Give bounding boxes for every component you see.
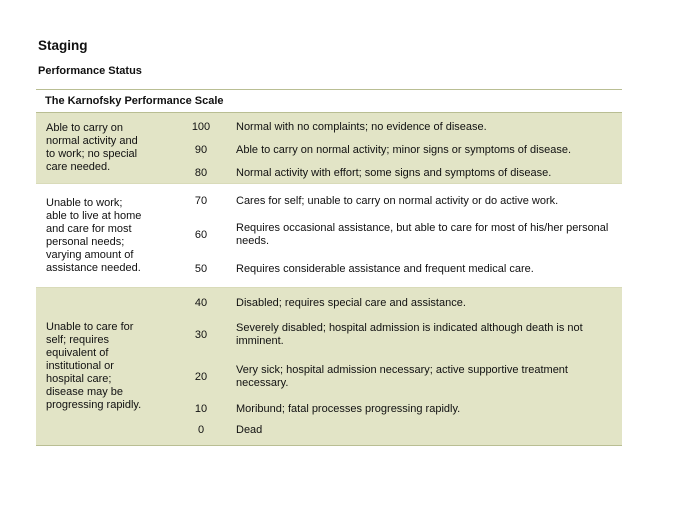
group-rows	[176, 288, 622, 445]
criteria-cell: Able to carry on normal activity; minor signs or symptoms of disease.	[236, 143, 572, 156]
score-cell: 70	[194, 195, 208, 207]
score-cell: 50	[194, 263, 208, 275]
table-row	[176, 292, 622, 314]
score-cell: 30	[194, 329, 208, 341]
group-description: Able to carry on normal activity and to work; no special care needed.	[46, 122, 138, 173]
table-group-assisted	[36, 183, 622, 287]
table-row	[176, 188, 622, 214]
karnofsky-table	[36, 89, 622, 446]
criteria-cell: Dead	[236, 423, 263, 436]
table-row	[176, 356, 622, 398]
table-row	[176, 163, 622, 183]
criteria-cell: Severely disabled; hospital admission is indicated although death is not imminent.	[236, 322, 583, 347]
group-rows	[176, 113, 622, 183]
criteria-cell: Requires occasional assistance, but able to care for most of his/her personal needs.	[236, 222, 609, 247]
table-title: The Karnofsky Performance Scale	[36, 90, 622, 113]
table-row	[176, 314, 622, 356]
criteria-cell: Normal with no complaints; no evidence of disease.	[236, 120, 487, 133]
criteria-cell: Requires considerable assistance and frequent medical care.	[236, 262, 534, 275]
score-cell: 80	[194, 167, 208, 179]
score-cell: 90	[194, 144, 208, 156]
group-description: Unable to work; able to live at home and care for most personal needs; varying amount of assistance needed.	[46, 196, 142, 274]
table-row	[176, 420, 622, 440]
criteria-cell: Normal activity with effort; some signs and symptoms of disease.	[236, 166, 552, 179]
score-cell: 40	[194, 297, 208, 309]
score-cell: 20	[194, 371, 208, 383]
score-cell: 100	[191, 121, 211, 133]
table-row	[176, 256, 622, 282]
criteria-cell: Cares for self; unable to carry on normal activity or do active work.	[236, 194, 559, 207]
criteria-cell: Very sick; hospital admission necessary; active supportive treatment necessary.	[236, 364, 568, 389]
criteria-cell: Moribund; fatal processes progressing rapidly.	[236, 402, 461, 415]
table-row	[176, 398, 622, 420]
page-title: Staging	[38, 38, 88, 53]
score-cell: 0	[197, 424, 205, 436]
table-group-dependent	[36, 287, 622, 445]
table-row	[176, 214, 622, 256]
section-title: Performance Status	[38, 65, 142, 77]
table-row	[176, 117, 622, 137]
table-row	[176, 137, 622, 163]
group-description: Unable to care for self; requires equivalent of institutional or hospital care; disease may be progressing rapidly.	[46, 321, 142, 411]
criteria-cell: Disabled; requires special care and assistance.	[236, 296, 466, 309]
score-cell: 60	[194, 229, 208, 241]
group-rows	[176, 184, 622, 287]
score-cell: 10	[194, 403, 208, 415]
table-group-normal	[36, 113, 622, 183]
